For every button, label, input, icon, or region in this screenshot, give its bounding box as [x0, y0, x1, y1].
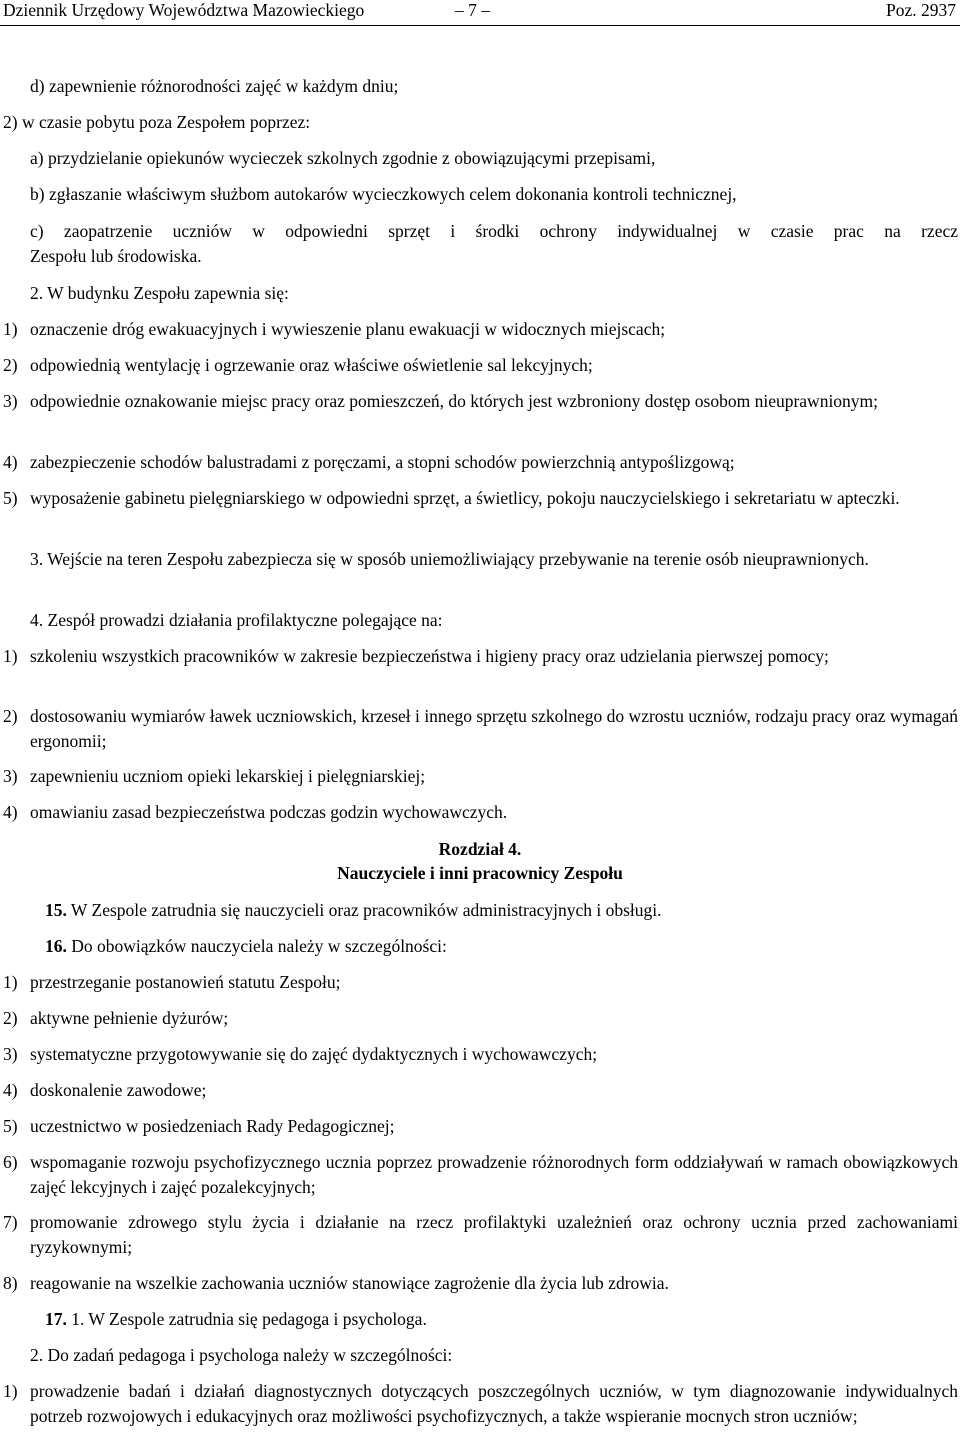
par16-item6-num: 6) — [3, 1152, 18, 1172]
par16-item1-text: przestrzeganie postanowień statutu Zespołu; — [30, 972, 341, 992]
sec4-intro: 4. Zespół prowadzi działania profilaktyczne polegające na: — [30, 610, 443, 630]
sec4-item1-num: 1) — [3, 646, 18, 666]
item-c-line1: c) zaopatrzenie uczniów w odpowiedni sprzęt i środki ochrony indywidualnej w czasie prac na rzecz — [30, 221, 958, 241]
chapter-number: Rozdział 4. — [438, 839, 522, 859]
par16-item8-text: reagowanie na wszelkie zachowania uczniów stanowiące zagrożenie dla życia lub zdrowia. — [30, 1273, 669, 1293]
par16-item4-num: 4) — [3, 1080, 18, 1100]
sec2-item3-text: odpowiednie oznakowanie miejsc pracy oraz pomieszczeń, do których jest wzbroniony dostęp osobom nieuprawnionym; — [30, 391, 879, 411]
par17-mark: 17. — [45, 1309, 67, 1329]
sec2-item4-text: zabezpieczenie schodów balustradami z poręczami, a stopni schodów powierzchnią antypoślizgową; — [30, 452, 735, 472]
par16-item4-text: doskonalenie zawodowe; — [30, 1080, 207, 1100]
par16-item6-text: wspomaganie rozwoju psychofizycznego ucznia poprzez prowadzenie różnorodnych form oddziaływań w ramach obowiązkowych zajęć lekcyjnych i zajęć pozalekcyjnych; — [30, 1152, 958, 1197]
par17-p2: 2. Do zadań pedagoga i psychologa należy w szczególności: — [30, 1345, 453, 1365]
sec4-item3-text: zapewnieniu uczniom opieki lekarskiej i pielęgniarskiej; — [30, 766, 426, 786]
page-number: – 7 – — [455, 0, 490, 20]
par17-p1 — [45, 1307, 958, 1332]
sec2-intro: 2. W budynku Zespołu zapewnia się: — [30, 283, 289, 303]
header-rule — [0, 25, 960, 26]
par15-mark: 15. — [45, 900, 67, 920]
sec4-item4-num: 4) — [3, 802, 18, 822]
par16-item5-num: 5) — [3, 1116, 18, 1136]
sec2-item2-text: odpowiednią wentylację i ogrzewanie oraz właściwe oświetlenie sal lekcyjnych; — [30, 355, 593, 375]
sec2-item3-num: 3) — [3, 391, 18, 411]
par16-mark: 16. — [45, 936, 67, 956]
par16-item3-text: systematyczne przygotowywanie się do zajęć dydaktycznych i wychowawczych; — [30, 1044, 598, 1064]
par16-item7-num: 7) — [3, 1212, 18, 1232]
sec2-item2-num: 2) — [3, 355, 18, 375]
sec4-item2-text: dostosowaniu wymiarów ławek uczniowskich, krzeseł i innego sprzętu szkolnego do wzrostu uczniów, rodzaju pracy oraz wymagań ergonomii; — [30, 706, 958, 751]
sec3-text: 3. Wejście na teren Zespołu zabezpiecza się w sposób uniemożliwiający przebywanie na terenie osób nieuprawnionych. — [30, 549, 869, 569]
sec2-item5-text: wyposażenie gabinetu pielęgniarskiego w odpowiedni sprzęt, a świetlicy, pokoju nauczycielskiego i sekretariatu w apteczki. — [30, 488, 900, 508]
chapter-title: Nauczyciele i inni pracownicy Zespołu — [337, 863, 623, 883]
par16-item7-text: promowanie zdrowego stylu życia i działanie na rzecz profilaktyki uzależnień oraz ochrony ucznia przed zachowaniami ryzykownymi; — [30, 1212, 958, 1257]
par16-item8-num: 8) — [3, 1273, 18, 1293]
par15 — [45, 898, 958, 923]
par16-item2-text: aktywne pełnienie dyżurów; — [30, 1008, 229, 1028]
sec4-item2-num: 2) — [3, 706, 18, 726]
par16-item3-num: 3) — [3, 1044, 18, 1064]
par17-item1-text: prowadzenie badań i działań diagnostycznych dotyczących poszczególnych uczniów, w tym diagnozowanie indywidualnych potrzeb rozwojowych i edukacyjnych oraz możliwości psychofizycznych, a także wspieranie mocnych stron uczniów; — [30, 1381, 958, 1426]
sec4-item1-text: szkoleniu wszystkich pracowników w zakresie bezpieczeństwa i higieny pracy oraz udzielania pierwszej pomocy; — [30, 646, 829, 666]
item-a: a) przydzielanie opiekunów wycieczek szkolnych zgodnie z obowiązującymi przepisami, — [30, 148, 656, 168]
item-b: b) zgłaszanie właściwym służbom autokarów wycieczkowych celem dokonania kontroli technicznej, — [30, 184, 737, 204]
par16-item2-num: 2) — [3, 1008, 18, 1028]
sec4-item4-text: omawianiu zasad bezpieczeństwa podczas godzin wychowawczych. — [30, 802, 508, 822]
page-header — [0, 0, 960, 24]
sec2-item4-num: 4) — [3, 452, 18, 472]
par16-intro-text: Do obowiązków nauczyciela należy w szczególności: — [66, 936, 447, 956]
par16-item1-num: 1) — [3, 972, 18, 992]
sec4-item3-num: 3) — [3, 766, 18, 786]
par17-p1-text: 1. W Zespole zatrudnia się pedagoga i psychologa. — [66, 1309, 427, 1329]
item-c-line2: Zespołu lub środowiska. — [30, 246, 202, 266]
par16-intro — [45, 934, 958, 959]
publication-title: Dziennik Urzędowy Województwa Mazowieckiego — [3, 0, 365, 20]
position-number: Poz. 2937 — [886, 0, 956, 20]
item-d: d) zapewnienie różnorodności zajęć w każdym dniu; — [30, 76, 399, 96]
par15-text: W Zespole zatrudnia się nauczycieli oraz pracowników administracyjnych i obsługi. — [66, 900, 662, 920]
sec2-item1-text: oznaczenie dróg ewakuacyjnych i wywieszenie planu ewakuacji w widocznych miejscach; — [30, 319, 666, 339]
sec2-item1-num: 1) — [3, 319, 18, 339]
sec2-item5-num: 5) — [3, 488, 18, 508]
par16-item5-text: uczestnictwo w posiedzeniach Rady Pedagogicznej; — [30, 1116, 395, 1136]
par17-item1-num: 1) — [3, 1381, 18, 1401]
item-2: 2) w czasie pobytu poza Zespołem poprzez: — [3, 112, 311, 132]
